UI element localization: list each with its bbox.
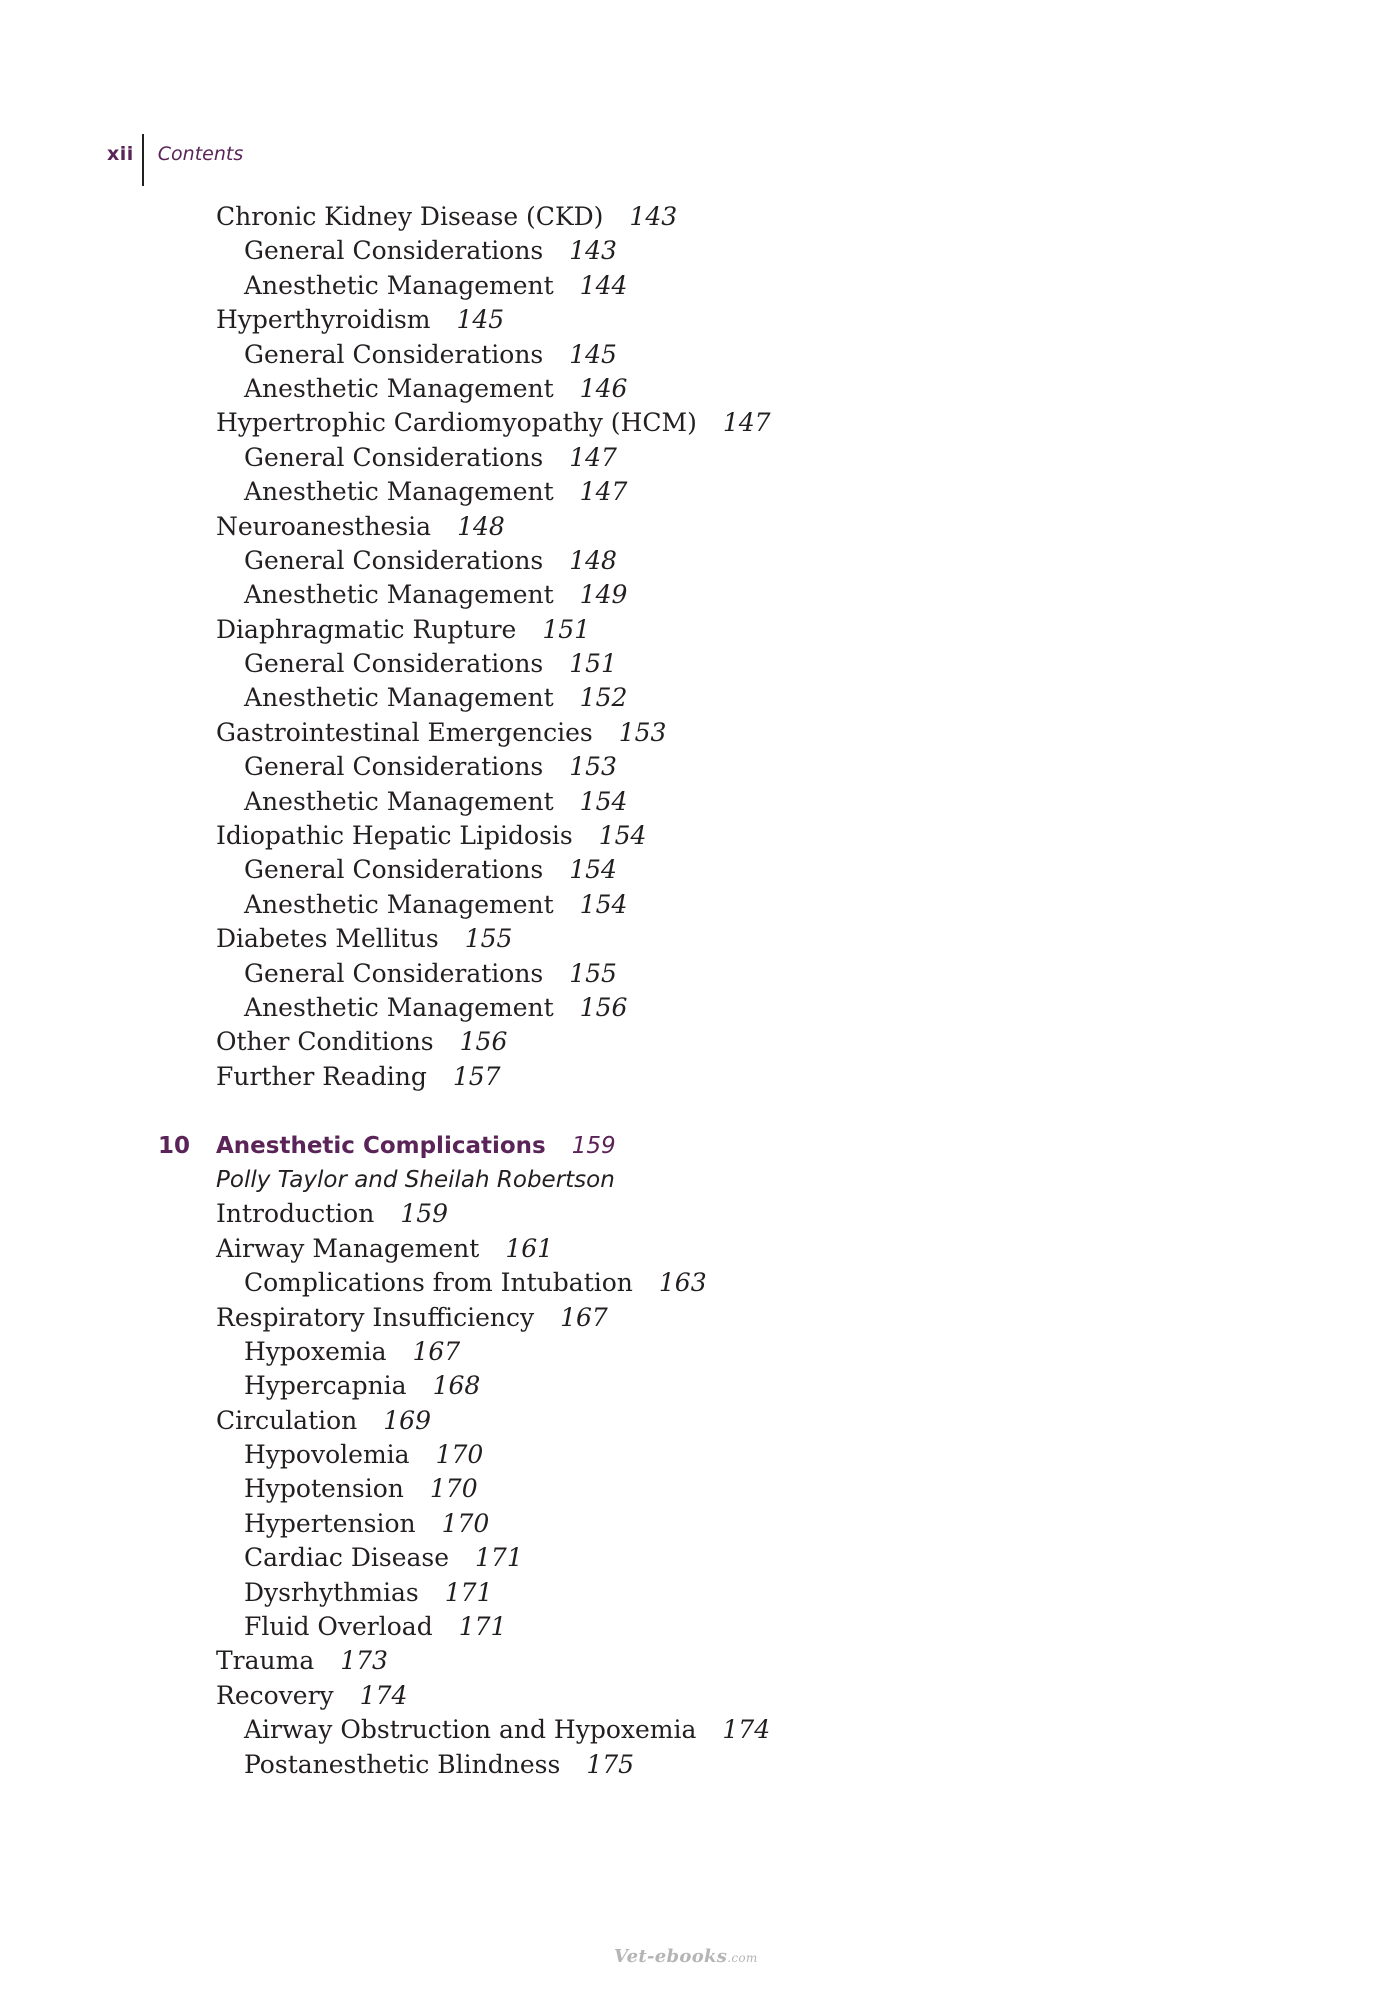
toc-entry-anesthetic-management[interactable] [0, 888, 1393, 922]
toc-entry-general-considerations[interactable] [0, 234, 1393, 268]
toc-entry-anesthetic-management[interactable] [0, 475, 1393, 509]
toc-entry-page: 147 [569, 442, 617, 472]
toc-entry-circulation[interactable] [0, 1404, 1393, 1438]
toc-entry-title: Fluid Overload [244, 1612, 433, 1642]
toc-entry-title: Anesthetic Management [244, 270, 554, 300]
toc-entry-title: Hypotension [244, 1474, 404, 1504]
toc-entry-anesthetic-management[interactable] [0, 681, 1393, 715]
toc-entry-title: Neuroanesthesia [216, 511, 432, 541]
toc-entry-page: 155 [464, 924, 513, 954]
toc-entry-title: General Considerations [244, 339, 544, 369]
toc-entry-page: 152 [579, 683, 628, 713]
toc-entry-idiopathic-hepatic-lipidosis[interactable] [0, 819, 1393, 853]
toc-entry-title: Anesthetic Management [244, 889, 554, 919]
chapter-page: 159 [571, 1132, 616, 1159]
toc-entry-page: 153 [569, 752, 617, 782]
toc-entry-page: 148 [569, 545, 617, 575]
toc-entry-page: 154 [598, 821, 647, 851]
toc-entry-recovery[interactable] [0, 1679, 1393, 1713]
toc-entry-airway-obstruction-and-hypoxemia[interactable] [0, 1713, 1393, 1747]
toc-entry-page: 171 [475, 1543, 523, 1573]
toc-entry-title: General Considerations [244, 958, 544, 988]
toc-entry-title: General Considerations [244, 649, 544, 679]
toc-entry-general-considerations[interactable] [0, 853, 1393, 887]
toc-entry-general-considerations[interactable] [0, 647, 1393, 681]
toc-entry-page: 167 [560, 1302, 608, 1332]
toc-entry-cardiac-disease[interactable] [0, 1541, 1393, 1575]
toc-entry-diaphragmatic-rupture[interactable] [0, 613, 1393, 647]
toc-entry-title: Diaphragmatic Rupture [216, 614, 517, 644]
toc-entry-title: Airway Management [216, 1233, 480, 1263]
toc-entry-respiratory-insufficiency[interactable] [0, 1301, 1393, 1335]
toc-entry-page: 145 [569, 339, 617, 369]
toc-entry-title: Gastrointestinal Emergencies [216, 717, 593, 747]
watermark-text: Vet-ebooks [614, 1946, 728, 1967]
toc-entry-title: Complications from Intubation [244, 1268, 633, 1298]
toc-entry-title: General Considerations [244, 236, 544, 266]
chapter-title [216, 1129, 616, 1163]
toc-entry-page: 146 [579, 373, 628, 403]
running-header-title: Contents [157, 143, 244, 165]
toc-entry-title: General Considerations [244, 442, 544, 472]
toc-entry-postanesthetic-blindness[interactable] [0, 1748, 1393, 1782]
toc-entry-page: 161 [505, 1233, 554, 1263]
toc-entry-page: 144 [579, 270, 628, 300]
toc-entry-page: 154 [569, 855, 617, 885]
toc-entry-gastrointestinal-emergencies[interactable] [0, 716, 1393, 750]
toc-entry-fluid-overload[interactable] [0, 1610, 1393, 1644]
toc-entry-dysrhythmias[interactable] [0, 1576, 1393, 1610]
toc-entry-page: 145 [456, 305, 505, 335]
toc-entry-general-considerations[interactable] [0, 544, 1393, 578]
toc-entry-title: Anesthetic Management [244, 373, 554, 403]
toc-entry-title: Introduction [216, 1199, 375, 1229]
toc-entry-title: Idiopathic Hepatic Lipidosis [216, 821, 573, 851]
toc-entry-title: Postanesthetic Blindness [244, 1749, 561, 1779]
toc-entry-general-considerations[interactable] [0, 750, 1393, 784]
toc-entry-title: Anesthetic Management [244, 580, 554, 610]
toc-entry-hypotension[interactable] [0, 1472, 1393, 1506]
toc-entry-title: Hypertrophic Cardiomyopathy (HCM) [216, 408, 697, 438]
toc-entry-title: Hypovolemia [244, 1440, 410, 1470]
table-of-contents [0, 200, 1393, 1782]
watermark-logo [614, 1946, 758, 1967]
chapter-title-text: Anesthetic Complications [216, 1132, 546, 1159]
toc-entry-title: Respiratory Insufficiency [216, 1302, 535, 1332]
toc-entry-title: Anesthetic Management [244, 786, 554, 816]
toc-entry-other-conditions[interactable] [0, 1025, 1393, 1059]
toc-entry-title: Diabetes Mellitus [216, 924, 439, 954]
toc-entry-title: Anesthetic Management [244, 477, 554, 507]
toc-entry-introduction[interactable] [0, 1197, 1393, 1231]
toc-entry-trauma[interactable] [0, 1644, 1393, 1678]
toc-entry-further-reading[interactable] [0, 1060, 1393, 1094]
toc-entry-title: General Considerations [244, 545, 544, 575]
toc-entry-title: Further Reading [216, 1061, 427, 1091]
toc-entry-hyperthyroidism[interactable] [0, 303, 1393, 337]
toc-entry-page: 159 [400, 1199, 449, 1229]
toc-entry-title: Recovery [216, 1680, 334, 1710]
toc-entry-page: 147 [722, 408, 771, 438]
toc-entry-title: Hypercapnia [244, 1371, 407, 1401]
chapter-authors: Polly Taylor and Sheilah Robertson [216, 1166, 615, 1193]
toc-entry-page: 170 [435, 1440, 484, 1470]
toc-entry-hypercapnia[interactable] [0, 1369, 1393, 1403]
toc-entry-page: 167 [412, 1336, 461, 1366]
toc-entry-page: 170 [441, 1508, 490, 1538]
toc-entry-title: Dysrhythmias [244, 1577, 419, 1607]
running-header [107, 134, 243, 188]
toc-entry-general-considerations[interactable] [0, 338, 1393, 372]
toc-entry-hypovolemia[interactable] [0, 1438, 1393, 1472]
toc-entry-page: 147 [579, 477, 628, 507]
toc-entry-page: 169 [383, 1405, 431, 1435]
toc-entry-page: 151 [542, 614, 591, 644]
toc-entry-title: Hyperthyroidism [216, 305, 431, 335]
toc-entry-title: Anesthetic Management [244, 683, 554, 713]
toc-entry-page: 155 [569, 958, 617, 988]
watermark-suffix: .com [727, 1951, 758, 1965]
toc-entry-complications-from-intubation[interactable] [0, 1266, 1393, 1300]
chapter-heading[interactable] [0, 1129, 1393, 1163]
toc-entry-page: 148 [457, 511, 505, 541]
chapter-number: 10 [158, 1132, 191, 1159]
toc-entry-anesthetic-management[interactable] [0, 269, 1393, 303]
toc-section-chapter-9-continued [0, 200, 1393, 1094]
toc-entry-neuroanesthesia[interactable] [0, 510, 1393, 544]
toc-entry-page: 154 [579, 889, 628, 919]
toc-entry-hypertension[interactable] [0, 1507, 1393, 1541]
toc-entry-page: 156 [579, 992, 628, 1022]
toc-entry-page: 168 [432, 1371, 481, 1401]
toc-entry-page: 151 [569, 649, 617, 679]
toc-entry-title: Airway Obstruction and Hypoxemia [244, 1715, 697, 1745]
toc-entry-anesthetic-management[interactable] [0, 578, 1393, 612]
toc-entry-hypoxemia[interactable] [0, 1335, 1393, 1369]
toc-section-chapter-10 [0, 1197, 1393, 1782]
toc-entry-page: 174 [722, 1715, 771, 1745]
section-gap [0, 1094, 1393, 1128]
toc-entry-anesthetic-management[interactable] [0, 372, 1393, 406]
toc-entry-title: Hypoxemia [244, 1336, 387, 1366]
toc-entry-page: 173 [340, 1646, 388, 1676]
toc-entry-page: 154 [579, 786, 628, 816]
toc-entry-page: 149 [579, 580, 628, 610]
toc-entry-title: General Considerations [244, 855, 544, 885]
toc-entry-hypertrophic-cardiomyopathy-hcm[interactable] [0, 406, 1393, 440]
toc-entry-page: 157 [452, 1061, 501, 1091]
header-divider [142, 134, 144, 186]
toc-entry-general-considerations[interactable] [0, 957, 1393, 991]
toc-entry-title: Circulation [216, 1405, 358, 1435]
toc-entry-anesthetic-management[interactable] [0, 785, 1393, 819]
toc-entry-title: Cardiac Disease [244, 1543, 450, 1573]
toc-entry-title: Other Conditions [216, 1027, 434, 1057]
toc-entry-page: 153 [618, 717, 667, 747]
toc-entry-airway-management[interactable] [0, 1232, 1393, 1266]
toc-entry-page: 170 [429, 1474, 478, 1504]
toc-entry-title: Anesthetic Management [244, 992, 554, 1022]
toc-entry-general-considerations[interactable] [0, 441, 1393, 475]
toc-entry-diabetes-mellitus[interactable] [0, 922, 1393, 956]
page-number: xii [107, 143, 134, 165]
toc-entry-title: General Considerations [244, 752, 544, 782]
toc-entry-anesthetic-management[interactable] [0, 991, 1393, 1025]
toc-entry-title: Trauma [216, 1646, 315, 1676]
toc-entry-title: Hypertension [244, 1508, 416, 1538]
toc-entry-page: 143 [569, 236, 617, 266]
toc-entry-page: 143 [629, 202, 678, 231]
toc-entry-page: 171 [444, 1577, 493, 1607]
toc-entry-page: 174 [359, 1680, 408, 1710]
toc-entry-chronic-kidney-disease-ckd[interactable] [0, 200, 1393, 234]
toc-entry-title: Chronic Kidney Disease (CKD) [216, 202, 604, 231]
toc-entry-page: 156 [459, 1027, 508, 1057]
toc-entry-page: 163 [658, 1268, 707, 1298]
toc-entry-page: 175 [586, 1749, 635, 1779]
toc-entry-page: 171 [458, 1612, 507, 1642]
